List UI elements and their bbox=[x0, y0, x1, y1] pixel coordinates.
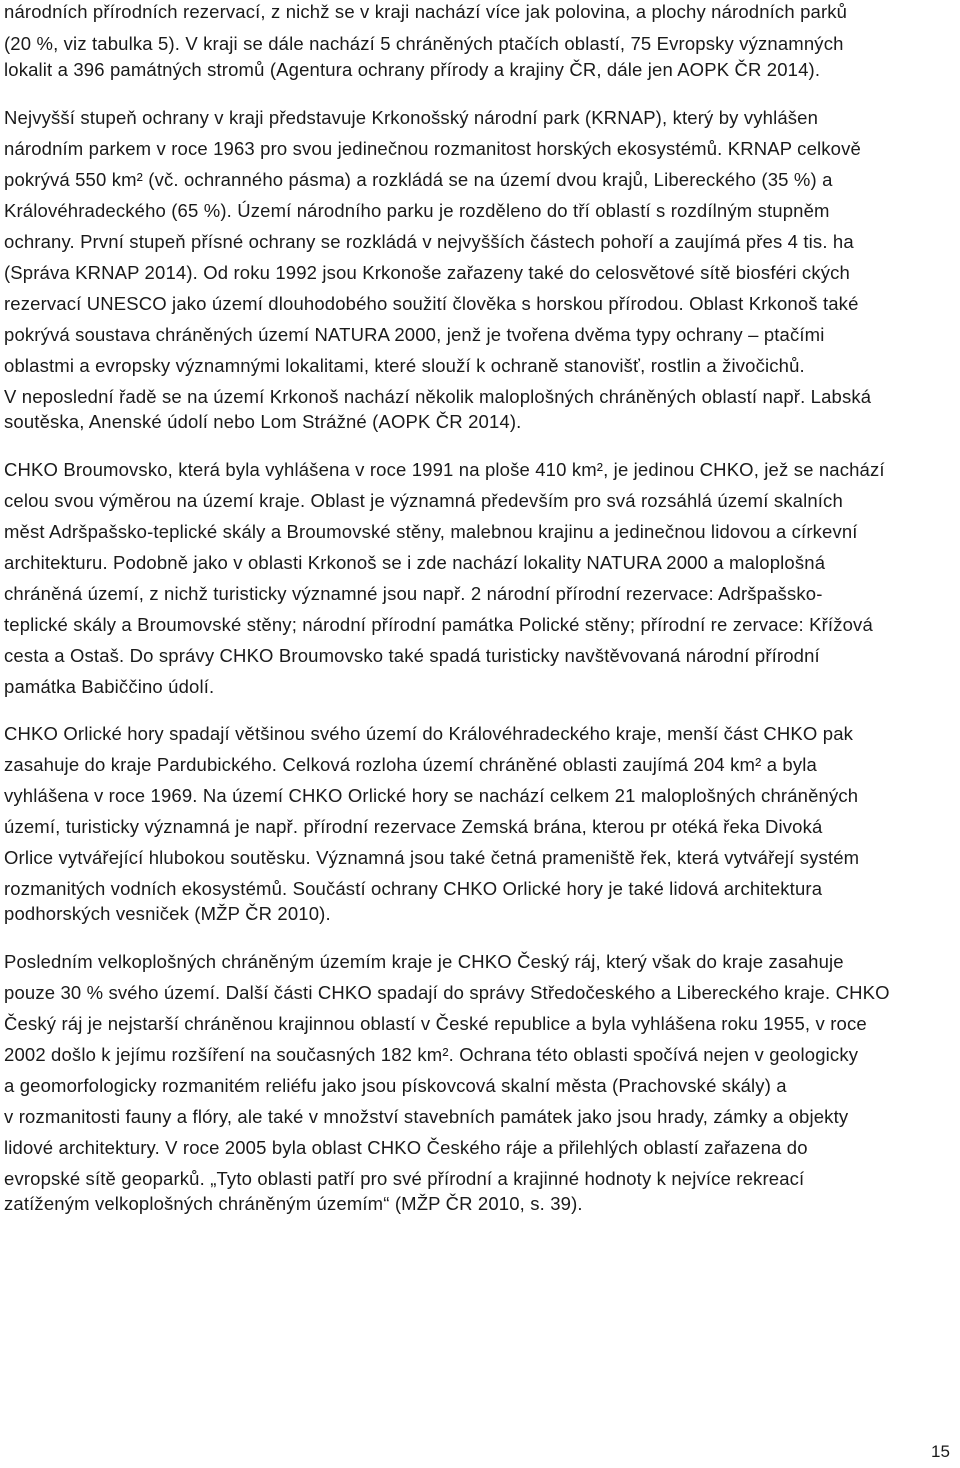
text-line: zatíženým velkoplošných chráněným územím“ (MŽP ČR 2010, s. 39). bbox=[4, 1193, 583, 1214]
text-line: vyhlášena v roce 1969. Na území CHKO Orlické hory se nachází celkem 21 maloplošných chráněných bbox=[4, 785, 859, 806]
text-line: 2002 došlo k jejímu rozšíření na současných 182 km². Ochrana této oblasti spočívá nejen v geologicky bbox=[4, 1044, 859, 1065]
text-line: území, turisticky významná je např. přírodní rezervace Zemská brána, kterou pr otéká řeka Divoká bbox=[4, 816, 823, 837]
text-line: architekturu. Podobně jako v oblasti Krkonoš se i zde nachází lokality NATURA 2000 a maloplošná bbox=[4, 552, 826, 573]
text-line: Nejvyšší stupeň ochrany v kraji představuje Krkonošský národní park (KRNAP), který by vyhlášen bbox=[4, 107, 819, 128]
text-line: Orlice vytvářející hlubokou soutěsku. Významná jsou také četná prameniště řek, která vytvářejí systém bbox=[4, 847, 860, 868]
text-line: v rozmanitosti fauny a flóry, ale také v množství stavebních památek jako jsou hrady, zámky a objekty bbox=[4, 1106, 849, 1127]
text-line: teplické skály a Broumovské stěny; národní přírodní památka Polické stěny; přírodní re zervace: Křížová bbox=[4, 614, 873, 635]
text-line: Královéhradeckého (65 %). Území národního parku je rozděleno do tří oblastí s rozdílným stupněm bbox=[4, 200, 830, 221]
text-line: a geomorfologicky rozmanitém reliéfu jako jsou pískovcová skalní města (Prachovské skály) a bbox=[4, 1075, 787, 1096]
text-line: pouze 30 % svého území. Další části CHKO spadají do správy Středočeského a Libereckého kraje. CHKO bbox=[4, 982, 890, 1003]
text-line: V neposlední řadě se na území Krkonoš nachází několik maloplošných chráněných oblastí např. Labská bbox=[4, 386, 872, 407]
text-line: zasahuje do kraje Pardubického. Celková rozloha území chráněné oblasti zaujímá 204 km² a byla bbox=[4, 754, 817, 775]
text-line: celou svou výměrou na území kraje. Oblast je významná především pro svá rozsáhlá území skalních bbox=[4, 490, 843, 511]
text-line: Český ráj je nejstarší chráněnou krajinnou oblastí v České republice a byla vyhlášena roku 1955, v roce bbox=[4, 1013, 867, 1034]
text-line: CHKO Broumovsko, která byla vyhlášena v roce 1991 na ploše 410 km², je jedinou CHKO, jež se nachází bbox=[4, 459, 885, 480]
text-line: Posledním velkoplošných chráněným územím kraje je CHKO Český ráj, který však do kraje zasahuje bbox=[4, 951, 844, 972]
text-line: ochrany. První stupeň přísné ochrany se rozkládá v nejvyšších částech pohoří a zaujímá přes 4 tis. ha bbox=[4, 231, 854, 252]
text-line: (20 %, viz tabulka 5). V kraji se dále nachází 5 chráněných ptačích oblastí, 75 Evropsky významných bbox=[4, 33, 844, 54]
text-line: chráněná území, z nichž turisticky významné jsou např. 2 národní přírodní rezervace: Adršpašsko- bbox=[4, 583, 823, 604]
text-line: cesta a Ostaš. Do správy CHKO Broumovsko také spadá turisticky navštěvovaná národní přírodní bbox=[4, 645, 820, 666]
text-line: lidové architektury. V roce 2005 byla oblast CHKO Českého ráje a přilehlých oblastí zařazena do bbox=[4, 1137, 808, 1158]
text-line: měst Adršpašsko-teplické skály a Broumovské stěny, malebnou krajinu a jedinečnou lidovou a církevní bbox=[4, 521, 858, 542]
text-line: soutěska, Anenské údolí nebo Lom Strážné (AOPK ČR 2014). bbox=[4, 411, 522, 432]
text-line: pokrývá 550 km² (vč. ochranného pásma) a rozkládá se na území dvou krajů, Libereckého (35 %) a bbox=[4, 169, 833, 190]
text-line: lokalit a 396 památných stromů (Agentura ochrany přírody a krajiny ČR, dále jen AOPK ČR 2014). bbox=[4, 59, 821, 80]
text-line: evropské sítě geoparků. „Tyto oblasti patří pro své přírodní a krajinné hodnoty k nejvíce rekreací bbox=[4, 1168, 805, 1189]
page-number: 15 bbox=[931, 1442, 950, 1461]
text-line: národních přírodních rezervací, z nichž se v kraji nachází více jak polovina, a plochy národních parků bbox=[4, 1, 848, 22]
text-line: pokrývá soustava chráněných území NATURA 2000, jenž je tvořena dvěma typy ochrany – ptačími bbox=[4, 324, 825, 345]
text-line: rezervací UNESCO jako území dlouhodobého soužití člověka s horskou přírodou. Oblast Krkonoš také bbox=[4, 293, 859, 314]
text-line: podhorských vesniček (MŽP ČR 2010). bbox=[4, 903, 331, 924]
text-line: oblastmi a evropsky významnými lokalitami, které slouží k ochraně stanovišť, rostlin a živočichů. bbox=[4, 355, 805, 376]
text-line: rozmanitých vodních ekosystémů. Součástí ochrany CHKO Orlické hory je také lidová architektura bbox=[4, 878, 823, 899]
text-line: CHKO Orlické hory spadají většinou svého území do Královéhradeckého kraje, menší část CHKO pak bbox=[4, 723, 854, 744]
text-line: národním parkem v roce 1963 pro svou jedinečnou rozmanitost horských ekosystémů. KRNAP celkově bbox=[4, 138, 861, 159]
text-line: (Správa KRNAP 2014). Od roku 1992 jsou Krkonoše zařazeny také do celosvětové sítě biosféri ckých bbox=[4, 262, 850, 283]
text-line: památka Babiččino údolí. bbox=[4, 676, 215, 697]
